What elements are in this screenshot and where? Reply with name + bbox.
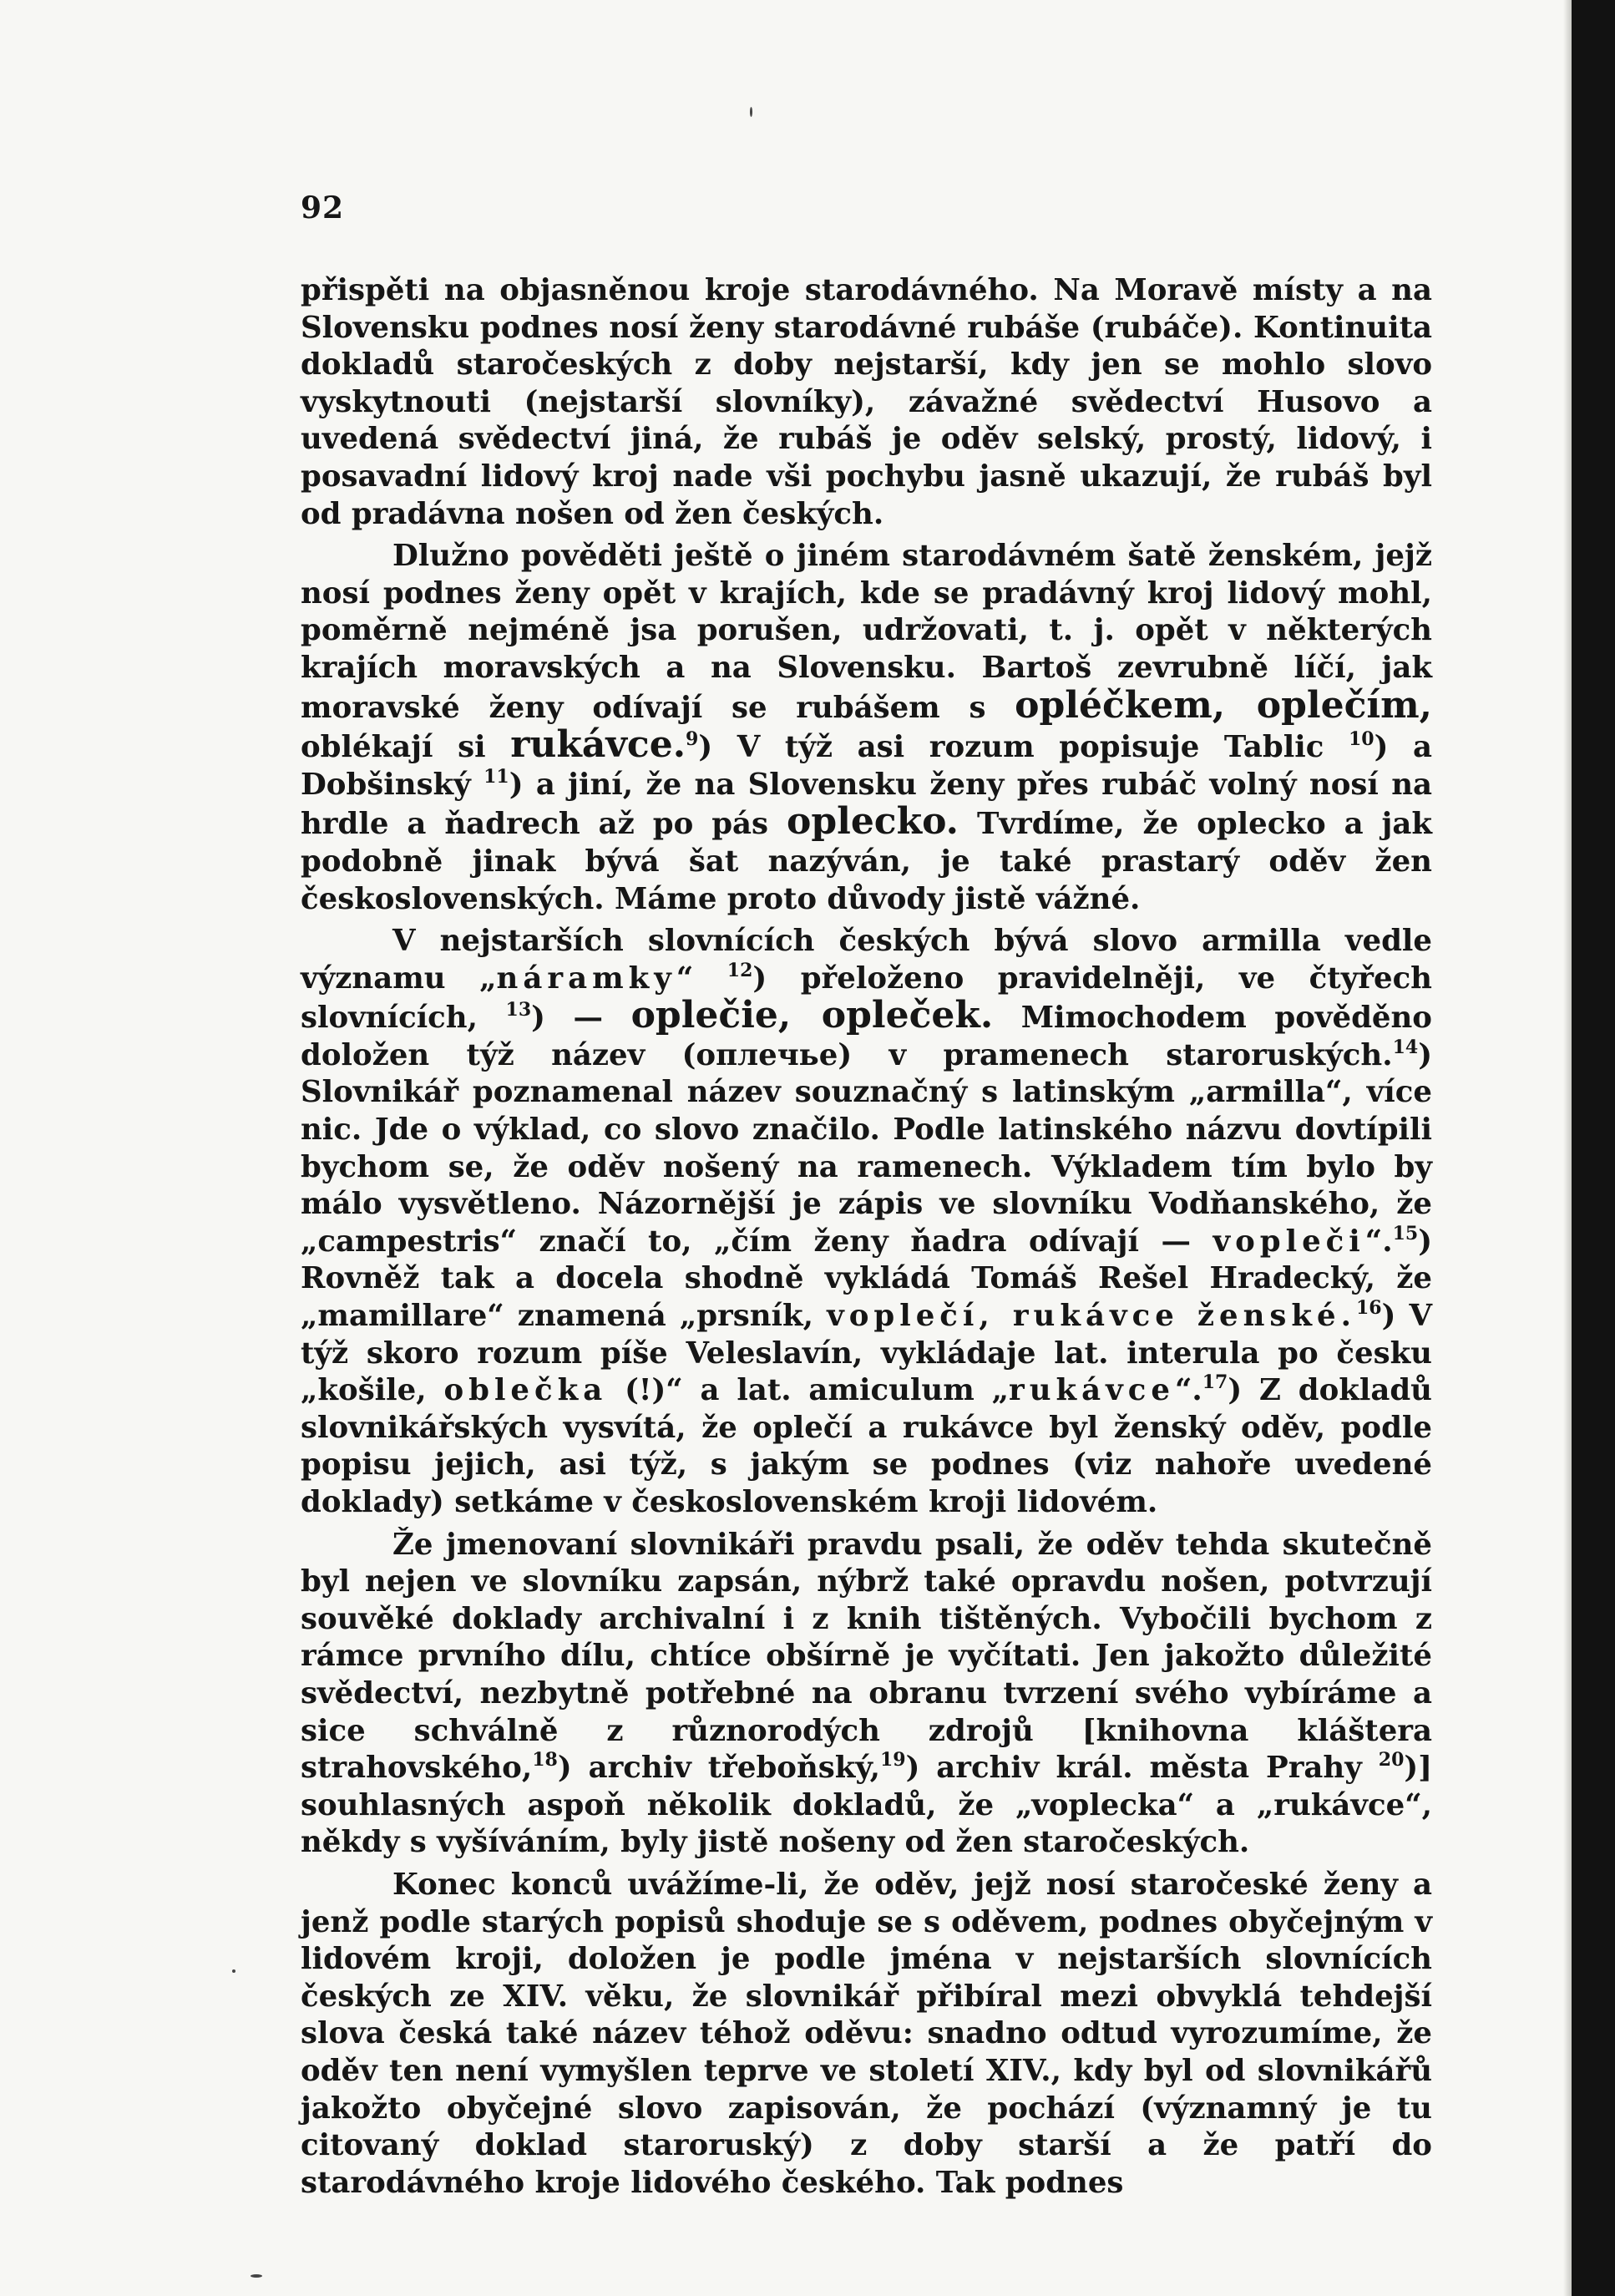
spaced-term: voplečí, rukávce ženské.	[827, 1299, 1356, 1334]
emphasized-term: oplečie, oplеček.	[630, 994, 994, 1037]
footnote-ref: 19	[879, 1749, 906, 1771]
paragraph	[301, 272, 1432, 533]
text-run: ) V týž skoro rozum píše Veleslavín, vykládaje lat. interula po česku „košile,	[301, 1299, 1433, 1408]
text-run: oblékají si	[301, 730, 511, 765]
footnote-ref: 15	[1392, 1222, 1419, 1244]
text-run: ) —	[531, 1001, 631, 1036]
body-text	[301, 272, 1432, 2202]
footnote-ref: 12	[726, 959, 753, 981]
footnote-ref: 18	[532, 1749, 558, 1771]
text-run: ) V týž asi rozum popisuje Tablic	[698, 730, 1349, 765]
scan-border	[1572, 0, 1615, 2296]
text-run: přispěti na objasněnou kroje starodávného. Na Moravě místy a na Slovensku podnes nosí ženy starodávné rubáše (rubáče). Kontinuita dokladů staročeských z doby nejstarší, kdy jen se mohlo slovo vyskytnouti (nejstarší slovníky), závažné svědectví Husovo a uvedená svědectví jiná, že rubáš je oděv selský, prostý, lidový, i posavadní lidový kroj nade vši pochybu jasně ukazují, že rubáš byl od pradávna nošen od žen českých.	[301, 273, 1432, 531]
scan-speck	[232, 1969, 235, 1973]
spaced-term: náramky	[496, 960, 676, 996]
page-number: 92	[301, 190, 345, 226]
spaced-term: oblečka	[443, 1373, 608, 1408]
paragraph	[301, 538, 1432, 918]
paragraph	[301, 1527, 1432, 1862]
footnote-ref: 14	[1392, 1036, 1419, 1058]
footnote-ref: 11	[483, 765, 509, 788]
text-run: (!)“ a lat. amiculum „	[607, 1373, 1010, 1408]
text-run: ) a Dobšinský	[301, 730, 1432, 802]
text-run: Dlužno pověděti ještě o jiném starodávném šatě ženském, jejž nosí podnes ženy opět v krajích, kde se pradávný kroj lidový mohl, poměrně nejméně jsa porušen, udržovati, t. j. opět v některých krajích moravských a na Slovensku. Bartoš zevrubně líčí, jak moravské ženy odívají se rubášem s	[301, 539, 1432, 725]
text-run: “.	[1174, 1373, 1202, 1408]
text-run: )] souhlasných aspoň několik dokladů, že „voplecka“ a „rukávce“, někdy s vyšíváním, byly jistě nošeny od žen staročeských.	[301, 1751, 1432, 1860]
text-run: ) Z dokladů slovnikářských vysvítá, že oplečí a rukávce byl ženský oděv, podle popisu jejich, asi týž, s jakým se podnes (viz nahoře uvedené doklady) setkáme v československém kroji lidovém.	[301, 1373, 1432, 1519]
footnote-ref: 17	[1202, 1371, 1228, 1394]
text-run: V nejstarších slovnících českých bývá slovo armilla vedle významu „	[301, 924, 1432, 996]
page-edge-shadow	[1563, 0, 1572, 2296]
scan-speck	[750, 107, 752, 117]
emphasized-term: opléčkem, oplečím,	[1015, 683, 1432, 727]
text-run: Konec konců uvážíme-li, že oděv, jejž nosí staročeské ženy a jenž podle starých popisů shoduje se s oděvem, podnes obyčejným v lidovém kroji, doložen je podle jména v nejstarších slovnících českých ze XIV. věku, že slovnikář přibíral mezi obvyklá tehdejší slova česká také název téhož oděvu: snadno odtud vyrozumíme, že oděv ten není vymyšlen teprve ve století XIV., kdy byl od slovnikářů jakožto obyčejné slovo zapisován, že pochází (významný je tu citovaný doklad staroruský) z doby starší a že patří do starodávného kroje lidového českého. Tak podnes	[301, 1867, 1432, 2200]
footnote-ref: 13	[505, 999, 532, 1021]
text-run: ) Slovnikář poznamenal název souznačný s latinským „armilla“, více nic. Jde o výklad, co slovo značilo. Podle latinského názvu dovtípili bychom se, že oděv nošený na ramenech. Výkladem tím bylo by málo vysvětleno. Názornější je zápis ve slovníku Vodňanského, že „campestris“ značí to, „čím ženy ňadra odívají —	[301, 1037, 1432, 1259]
text-run: “.	[1364, 1224, 1393, 1259]
text-run: ) archiv král. města Prahy	[905, 1751, 1379, 1786]
text-run: “	[676, 960, 727, 996]
text-run: ) přeloženo pravidelněji, ve čtyřech slovnících,	[301, 960, 1432, 1036]
spaced-term: rukávce	[1009, 1373, 1175, 1408]
footnote-ref: 16	[1355, 1297, 1382, 1320]
paragraph	[301, 1867, 1432, 2202]
footnote-ref: 20	[1378, 1749, 1405, 1771]
text-run: Tvrdíme, že oplecko a jak podobně jinak bývá šat nazýván, je také prastarý oděv žen československých. Máme proto důvody jistě vážné.	[301, 807, 1432, 916]
text-run: ) Rovněž tak a docela shodně vykládá Tomáš Rešel Hradecký, že „mamillare“ znamená „prsník,	[301, 1224, 1432, 1334]
footnote-ref: 9	[686, 728, 699, 751]
text-run: Že jmenovaní slovnikáři pravdu psali, že oděv tehda skutečně byl nejen ve slovníku zapsán, nýbrž také opravdu nošen, potvrzují souvěké doklady archivalní i z knih tištěných. Vybočili bychom z rámce prvního dílu, chtíce obšírně je vyčítati. Jen jakožto důležité svědectví, nezbytně potřebné na obranu tvrzení svého vybíráme a sice schválně z různorodých zdrojů [knihovna kláštera strahovského,	[301, 1527, 1432, 1786]
emphasized-term: rukávce.	[510, 723, 686, 767]
spaced-term: vopleči	[1213, 1224, 1365, 1259]
text-run: ) archiv třeboňský,	[557, 1751, 880, 1786]
text-run: ) a jiní, že na Slovensku ženy přes rubáč volný nosí na hrdle a ňadrech až po pás	[301, 767, 1433, 842]
emphasized-term: oplecko.	[786, 800, 959, 844]
text-run: Mimochodem pověděno doložen týž název (оплечье) v pramenech staroruských.	[301, 1001, 1432, 1072]
footnote-ref: 10	[1348, 728, 1375, 751]
paragraph	[301, 923, 1432, 1522]
scan-speck	[251, 2274, 262, 2278]
